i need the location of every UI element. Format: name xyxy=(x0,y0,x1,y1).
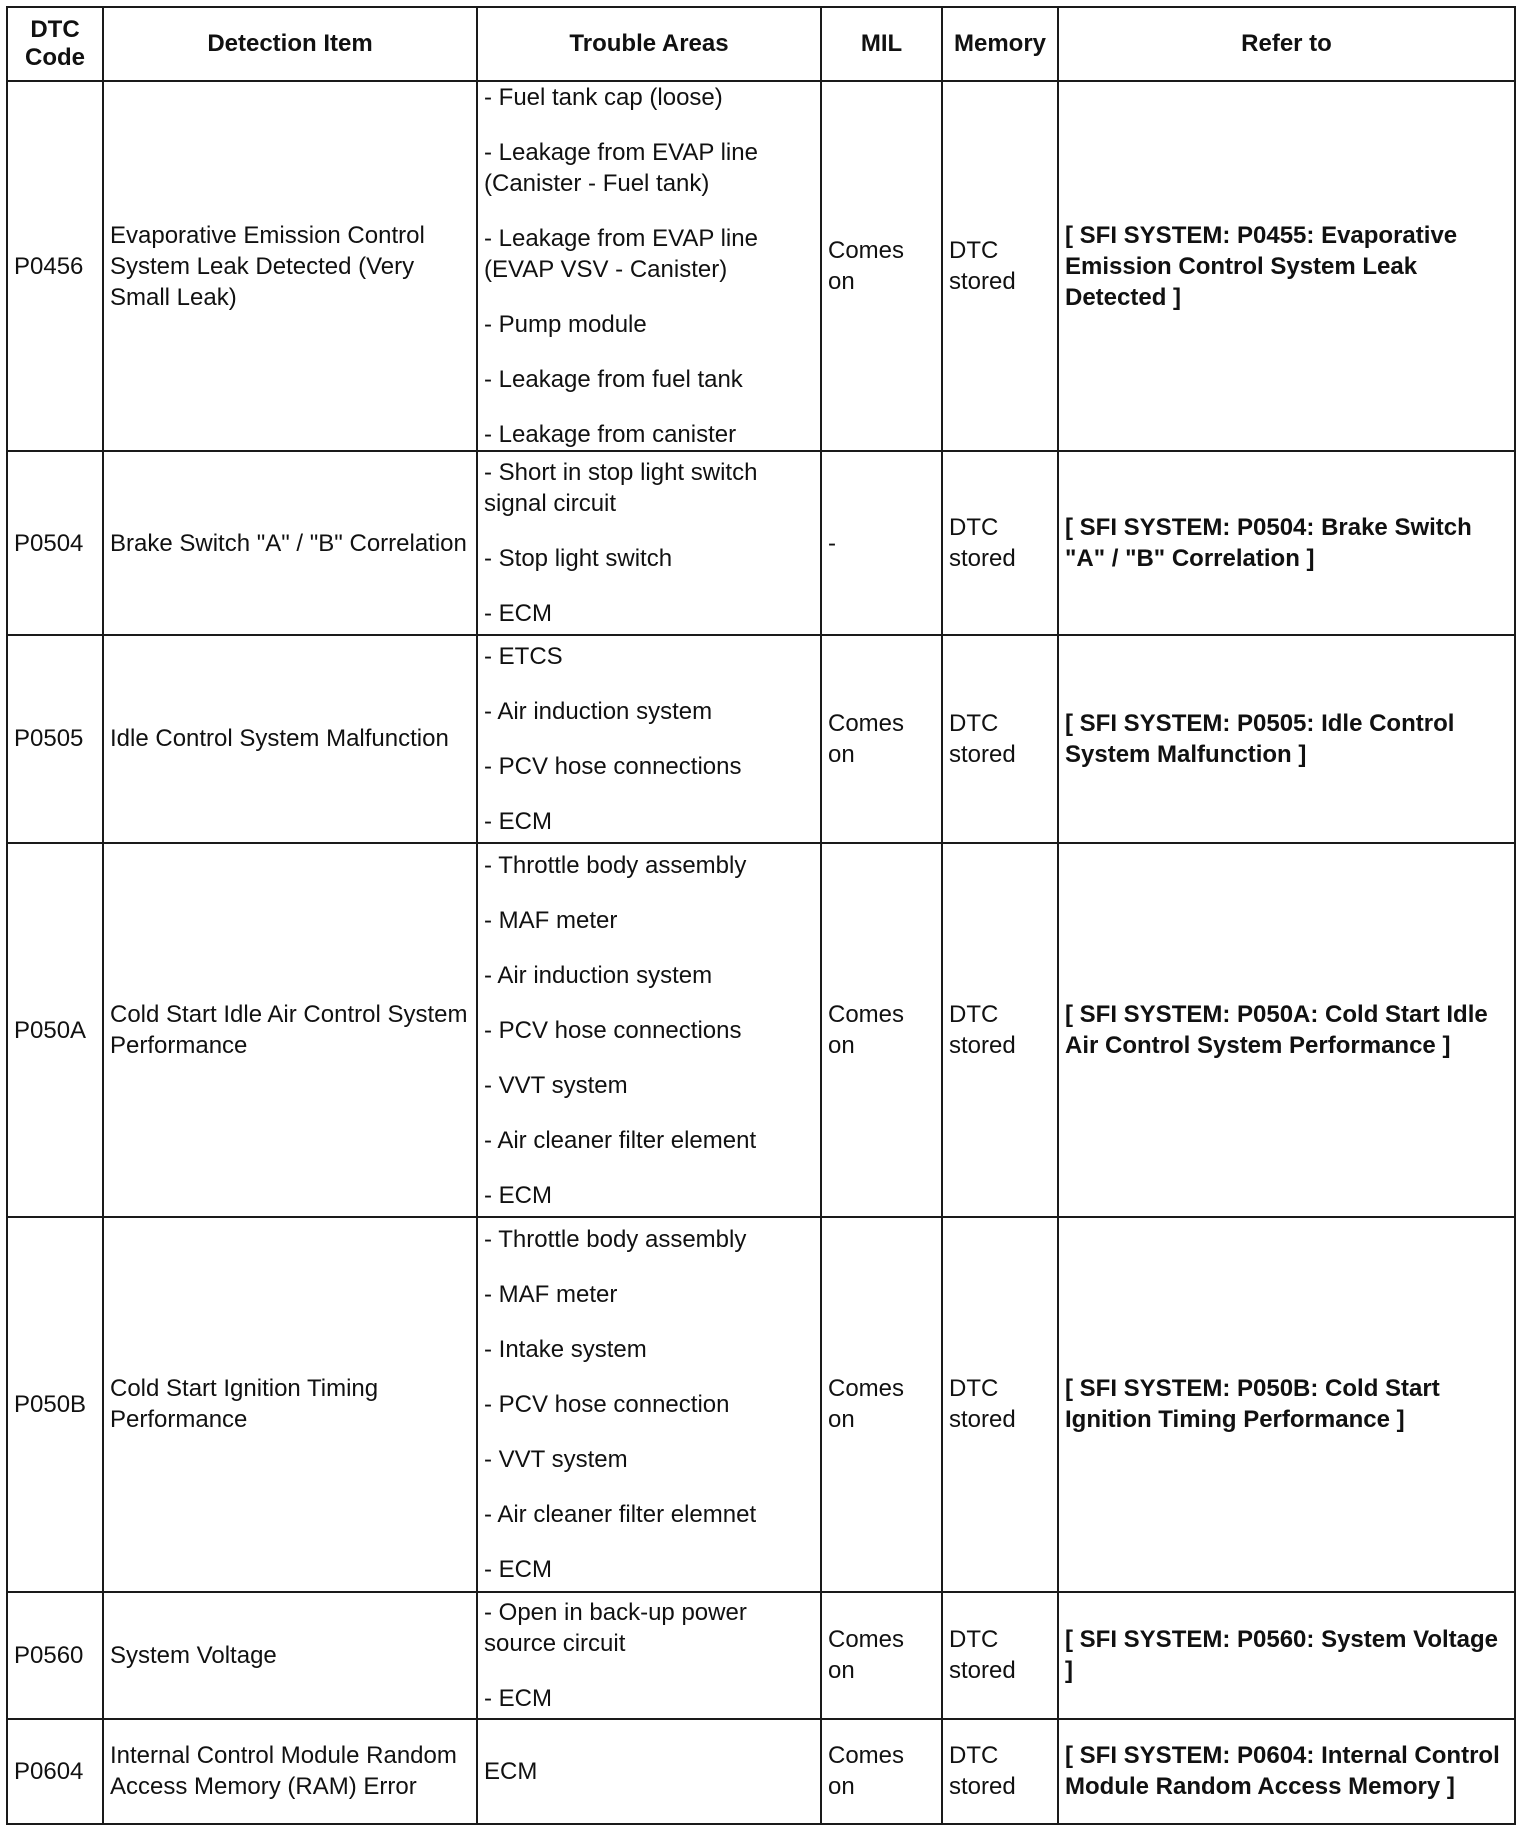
trouble-area-item: - PCV hose connections xyxy=(484,752,742,780)
detection-item-cell: Idle Control System Malfunction xyxy=(103,635,477,843)
dtc-code-cell: P0504 xyxy=(7,451,103,634)
mil-cell: Comes on xyxy=(821,1592,942,1719)
trouble-area-item: - VVT system xyxy=(484,1445,628,1473)
mil-cell: Comes on xyxy=(821,1719,942,1824)
trouble-areas-cell xyxy=(477,451,821,634)
trouble-area-list xyxy=(484,1756,814,1787)
trouble-areas-cell xyxy=(477,843,821,1217)
table-row xyxy=(7,843,1515,1217)
table-row xyxy=(7,1217,1515,1591)
table-row xyxy=(7,1592,1515,1719)
trouble-area-item: - PCV hose connections xyxy=(484,1016,742,1044)
refer-to-link: [ SFI SYSTEM: P0504: Brake Switch "A" / "B" Correlation ] xyxy=(1058,451,1515,634)
detection-item-cell: Cold Start Idle Air Control System Performance xyxy=(103,843,477,1217)
trouble-area-item: - Intake system xyxy=(484,1335,647,1363)
trouble-area-item: - Air cleaner filter element xyxy=(484,1126,757,1154)
trouble-area-list xyxy=(484,641,814,837)
detection-item-cell: Brake Switch "A" / "B" Correlation xyxy=(103,451,477,634)
header-trouble-areas: Trouble Areas xyxy=(477,7,821,81)
memory-cell: DTC stored xyxy=(942,81,1058,451)
table-row xyxy=(7,1719,1515,1824)
dtc-code-cell: P0456 xyxy=(7,81,103,451)
trouble-area-item: - ECM xyxy=(484,807,552,835)
refer-to-link: [ SFI SYSTEM: P050A: Cold Start Idle Air Control System Performance ] xyxy=(1058,843,1515,1217)
trouble-areas-cell xyxy=(477,635,821,843)
trouble-area-item: - Open in back-up power source circuit xyxy=(484,1598,747,1657)
trouble-area-item: - MAF meter xyxy=(484,1280,618,1308)
refer-to-link: [ SFI SYSTEM: P0505: Idle Control System Malfunction ] xyxy=(1058,635,1515,843)
trouble-area-item: - ECM xyxy=(484,1684,552,1712)
detection-item-cell: Evaporative Emission Control System Leak Detected (Very Small Leak) xyxy=(103,81,477,451)
table-row xyxy=(7,81,1515,451)
detection-item-cell: Cold Start Ignition Timing Performance xyxy=(103,1217,477,1591)
trouble-area-list xyxy=(484,1224,814,1585)
trouble-area-item: - Leakage from EVAP line (Canister - Fuel tank) xyxy=(484,139,758,198)
table-body xyxy=(7,81,1515,1824)
trouble-area-item: - ECM xyxy=(484,600,552,628)
trouble-area-item: - Air induction system xyxy=(484,961,713,989)
trouble-area-item: - ECM xyxy=(484,1555,552,1583)
mil-cell: Comes on xyxy=(821,635,942,843)
dtc-code-cell: P0560 xyxy=(7,1592,103,1719)
trouble-area-item: - Air induction system xyxy=(484,697,713,725)
refer-to-link: [ SFI SYSTEM: P050B: Cold Start Ignition Timing Performance ] xyxy=(1058,1217,1515,1591)
header-row xyxy=(7,7,1515,81)
trouble-areas-cell xyxy=(477,1719,821,1824)
dtc-code-cell: P050B xyxy=(7,1217,103,1591)
dtc-code-cell: P0505 xyxy=(7,635,103,843)
trouble-area-list xyxy=(484,457,814,629)
dtc-code-cell: P050A xyxy=(7,843,103,1217)
mil-cell: Comes on xyxy=(821,843,942,1217)
trouble-area-item: - Throttle body assembly xyxy=(484,1225,747,1253)
memory-cell: DTC stored xyxy=(942,1592,1058,1719)
trouble-area-item: ECM xyxy=(484,1757,538,1785)
dtc-table xyxy=(6,6,1516,1825)
trouble-area-item: - Throttle body assembly xyxy=(484,851,747,879)
header-refer-to: Refer to xyxy=(1058,7,1515,81)
trouble-area-item: - Leakage from EVAP line (EVAP VSV - Canister) xyxy=(484,225,758,284)
detection-item-cell: System Voltage xyxy=(103,1592,477,1719)
refer-to-link: [ SFI SYSTEM: P0560: System Voltage ] xyxy=(1058,1592,1515,1719)
header-detection-item: Detection Item xyxy=(103,7,477,81)
dtc-code-cell: P0604 xyxy=(7,1719,103,1824)
refer-to-link: [ SFI SYSTEM: P0455: Evaporative Emission Control System Leak Detected ] xyxy=(1058,81,1515,451)
table-row xyxy=(7,451,1515,634)
trouble-area-item: - Pump module xyxy=(484,311,647,339)
trouble-area-item: - ECM xyxy=(484,1181,552,1209)
trouble-area-list xyxy=(484,850,814,1211)
memory-cell: DTC stored xyxy=(942,843,1058,1217)
memory-cell: DTC stored xyxy=(942,451,1058,634)
detection-item-cell: Internal Control Module Random Access Memory (RAM) Error xyxy=(103,1719,477,1824)
trouble-area-item: - VVT system xyxy=(484,1071,628,1099)
header-mil: MIL xyxy=(821,7,942,81)
memory-cell: DTC stored xyxy=(942,1719,1058,1824)
trouble-area-item: - ETCS xyxy=(484,642,563,670)
trouble-area-item: - PCV hose connection xyxy=(484,1390,730,1418)
trouble-area-list xyxy=(484,82,814,450)
trouble-area-item: - Leakage from fuel tank xyxy=(484,366,743,394)
mil-cell: Comes on xyxy=(821,81,942,451)
memory-cell: DTC stored xyxy=(942,1217,1058,1591)
trouble-areas-cell xyxy=(477,1592,821,1719)
trouble-area-item: - Fuel tank cap (loose) xyxy=(484,84,723,112)
table-row xyxy=(7,635,1515,843)
refer-to-link: [ SFI SYSTEM: P0604: Internal Control Module Random Access Memory ] xyxy=(1058,1719,1515,1824)
trouble-area-item: - MAF meter xyxy=(484,906,618,934)
memory-cell: DTC stored xyxy=(942,635,1058,843)
header-dtc-code: DTC Code xyxy=(7,7,103,81)
trouble-area-item: - Short in stop light switch signal circuit xyxy=(484,459,758,518)
header-memory: Memory xyxy=(942,7,1058,81)
trouble-area-item: - Stop light switch xyxy=(484,545,673,573)
mil-cell: Comes on xyxy=(821,1217,942,1591)
mil-cell: - xyxy=(821,451,942,634)
trouble-area-item: - Air cleaner filter elemnet xyxy=(484,1500,757,1528)
trouble-area-item: - Leakage from canister xyxy=(484,421,737,449)
trouble-areas-cell xyxy=(477,1217,821,1591)
trouble-areas-cell xyxy=(477,81,821,451)
trouble-area-list xyxy=(484,1597,814,1714)
